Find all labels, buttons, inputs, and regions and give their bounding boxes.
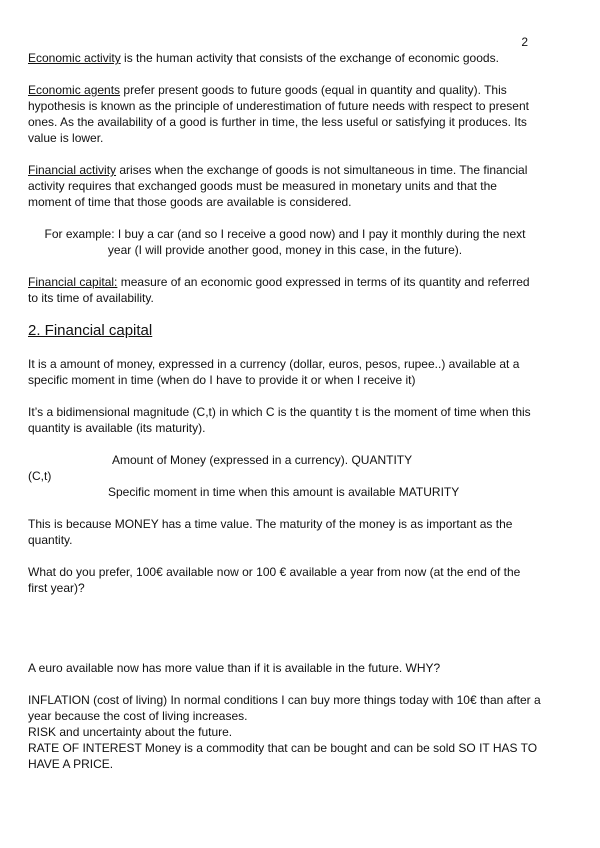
page-number: 2 xyxy=(521,35,528,49)
term-financial-activity: Financial activity xyxy=(28,163,117,177)
paragraph-question-preference: What do you prefer, 100€ available now or 100 € available a year from now (at the end of the first year)? xyxy=(28,565,521,595)
term-economic-agents: Economic agents xyxy=(28,83,121,97)
definition-financial-activity: arises when the exchange of goods is not simultaneous in time. The financial activity requires that exchanged goods must be measured in monetary units and that the moment of time that those goods are available is considered. xyxy=(28,163,528,209)
paragraph-economic-agents xyxy=(28,82,542,146)
section-heading: 2. Financial capital xyxy=(28,322,153,339)
term-economic-activity: Economic activity xyxy=(28,51,121,65)
paragraph-inflation: INFLATION (cost of living) In normal conditions I can buy more things today with 10€ than after a year because the cost of living increases. xyxy=(28,693,541,723)
paragraph-financial-activity xyxy=(28,162,542,210)
diagram-quantity-label: Amount of Money (expressed in a currency). QUANTITY xyxy=(112,453,413,467)
term-financial-capital: Financial capital: xyxy=(28,275,118,289)
paragraph-economic-activity xyxy=(28,50,542,66)
definition-economic-agents: prefer present goods to future goods (equal in quantity and quality). This hypothesis is known as the principle of underestimation of future needs with respect to present ones. As the availability of a good is further in time, the less useful or satisfying it produces. Its value is lower. xyxy=(28,83,529,145)
paragraph-why: A euro available now has more value than if it is available in the future. WHY? xyxy=(28,661,441,675)
diagram-capital-pair: (C,t) xyxy=(28,469,52,483)
paragraph-rate-of-interest: RATE OF INTEREST Money is a commodity that can be bought and can be sold SO IT HAS TO HAVE A PRICE. xyxy=(28,741,538,771)
paragraph-risk: RISK and uncertainty about the future. xyxy=(28,725,233,739)
definition-financial-capital: measure of an economic good expressed in terms of its quantity and referred to its time of availability. xyxy=(28,275,530,305)
diagram-maturity-label: Specific moment in time when this amount is available MATURITY xyxy=(108,485,460,499)
definition-economic-activity: is the human activity that consists of the exchange of economic goods. xyxy=(120,51,499,65)
paragraph-time-value: This is because MONEY has a time value. The maturity of the money is as important as the quantity. xyxy=(28,517,513,547)
example-paragraph: For example: I buy a car (and so I receive a good now) and I pay it monthly during the next year (I will provide another good, money in this case, in the future). xyxy=(44,227,526,257)
paragraph-amount-of-money: It is a amount of money, expressed in a currency (dollar, euros, pesos, rupee..) available at a specific moment in time (when do I have to provide it or when I receive it) xyxy=(28,357,520,387)
paragraph-bidimensional: It’s a bidimensional magnitude (C,t) in which C is the quantity t is the moment of time when this quantity is available (its maturity). xyxy=(28,405,531,435)
paragraph-financial-capital xyxy=(28,274,542,306)
